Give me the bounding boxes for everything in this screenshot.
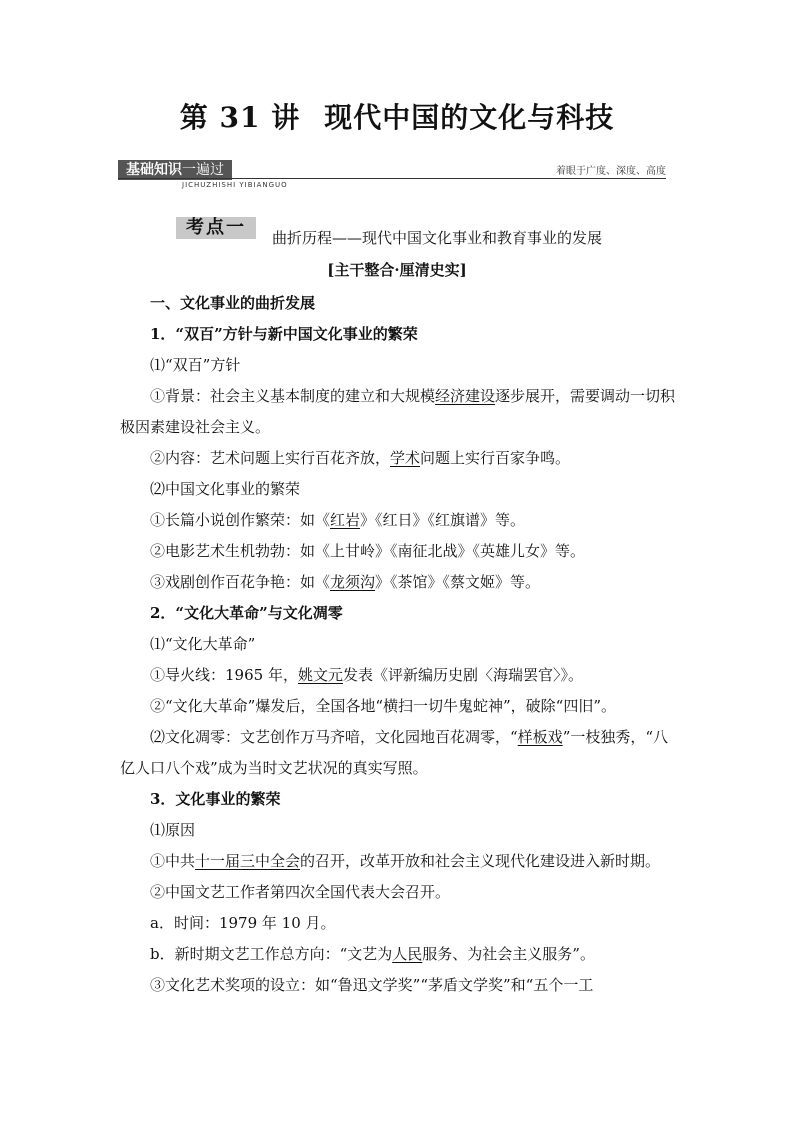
banner-tag <box>118 160 232 180</box>
page-title <box>0 96 794 136</box>
heading-1-3-1: ⑴原因 <box>150 821 196 839</box>
paragraph-novels: ①长篇小说创作繁荣：如《红岩》《红日》《红旗谱》等。 <box>150 511 526 529</box>
section-banner <box>118 160 666 190</box>
paragraph-direction: b．新时期文艺工作总方向：“文艺为人民服务、为社会主义服务”。 <box>150 945 595 963</box>
paragraph-background: ①背景：社会主义基本制度的建立和大规模经济建设逐步展开，需要调动一切积极因素建设社会主义。 <box>120 387 676 436</box>
banner-tag-accent: 一遍过 <box>182 162 224 178</box>
heading-1-1-1: ⑴“双百”方针 <box>150 356 241 374</box>
paragraph-congress: ②中国文艺工作者第四次全国代表大会召开。 <box>150 883 451 901</box>
banner-divider <box>118 178 666 179</box>
lecture-title: 现代中国的文化与科技 <box>324 101 615 134</box>
body-content <box>120 288 678 1001</box>
section-subhead: [主干整合·厘清史实] <box>327 261 467 279</box>
banner-right-text: 着眼于广度、深度、高度 <box>556 166 666 177</box>
paragraph-decline: ⑵文化凋零：文艺创作万马齐喑，文化园地百花凋零，“样板戏”一枝独秀，“八亿人口八个戏”成为当时文艺状况的真实写照。 <box>120 728 669 777</box>
banner-tag-main: 基础知识 <box>126 162 182 178</box>
paragraph-awards: ③文化艺术奖项的设立：如“鲁迅文学奖”“茅盾文学奖”和“五个一工 <box>150 976 594 994</box>
paragraph-trigger: ①导火线：1965 年，姚文元发表《评新编历史剧〈海瑞罢官〉》。 <box>150 666 583 684</box>
kaodian-badge: 考点一 <box>176 217 256 239</box>
heading-1: 一、文化事业的曲折发展 <box>150 294 316 312</box>
heading-1-1-2: ⑵中国文化事业的繁荣 <box>150 480 301 498</box>
paragraph-films: ②电影艺术生机勃勃：如《上甘岭》《南征北战》《英雄儿女》等。 <box>150 542 586 560</box>
heading-1-2: 2．“文化大革命”与文化凋零 <box>150 604 343 622</box>
heading-1-3: 3．文化事业的繁荣 <box>150 790 281 808</box>
heading-1-1: 1．“双百”方针与新中国文化事业的繁荣 <box>150 325 418 343</box>
heading-1-2-1: ⑴“文化大革命” <box>150 635 256 653</box>
paragraph-drama: ③戏剧创作百花争艳：如《龙须沟》《茶馆》《蔡文姬》等。 <box>150 573 541 591</box>
paragraph-plenum: ①中共十一届三中全会的召开，改革开放和社会主义现代化建设进入新时期。 <box>150 852 661 870</box>
lecture-number: 第 31 讲 <box>179 101 301 134</box>
banner-pinyin: JICHUZHISHI YIBIANGUO <box>182 181 288 189</box>
paragraph-time: a．时间：1979 年 10 月。 <box>150 914 336 932</box>
paragraph-content: ②内容：艺术问题上实行百花齐放，学术问题上实行百家争鸣。 <box>150 449 571 467</box>
paragraph-outbreak: ②“文化大革命”爆发后，全国各地“横扫一切牛鬼蛇神”，破除“四旧”。 <box>150 697 617 715</box>
kaodian-title: 曲折历程——现代中国文化事业和教育事业的发展 <box>272 229 603 247</box>
